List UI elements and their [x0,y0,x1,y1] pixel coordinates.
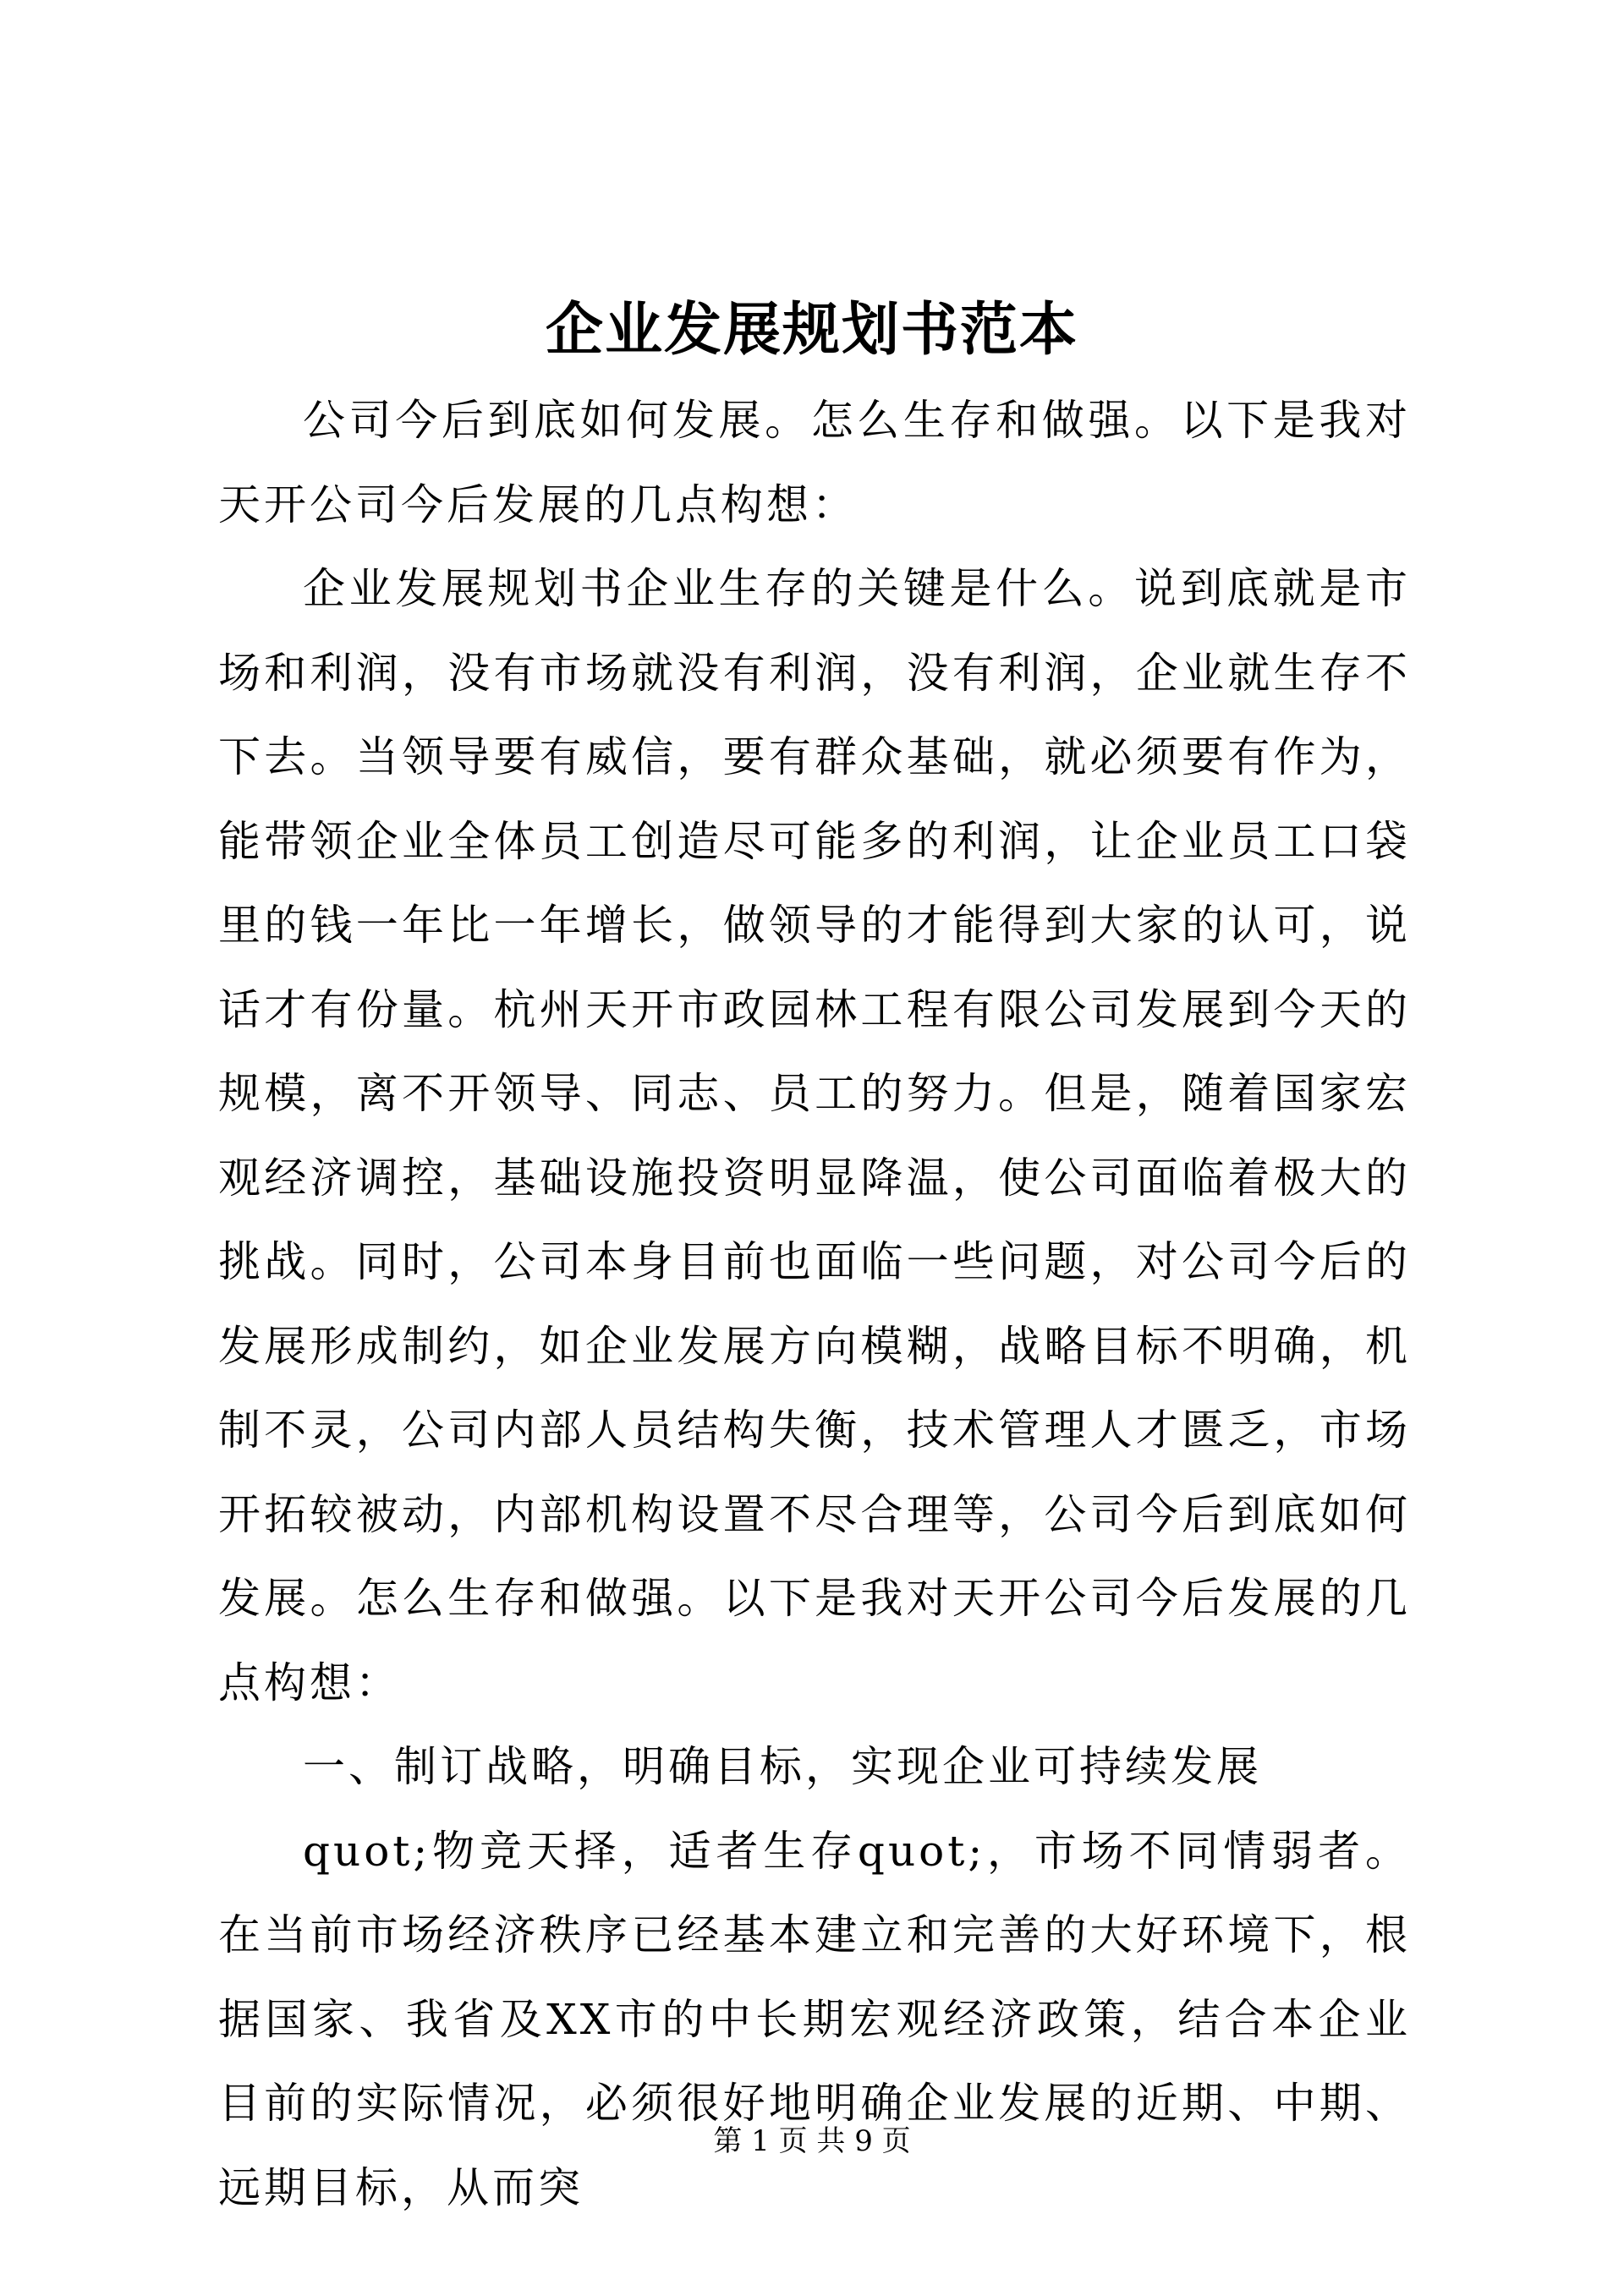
paragraph-intro: 公司今后到底如何发展。怎么生存和做强。以下是我对天开公司今后发展的几点构想： [218,396,1411,529]
document-body [218,379,1411,2230]
paragraph-strategy: quot;物竞天择，适者生存quot;，市场不同情弱者。在当前市场经济秩序已经基本建立和完善的大好环境下，根据国家、我省及XX市的中长期宏观经济政策，结合本企业目前的实际情况，必须很好地明确企业发展的近期、中期、远期目标，从而突 [218,1826,1411,2212]
paragraph-main: 企业发展规划书企业生存的关键是什么。说到底就是市场和利润，没有市场就没有利润，没有利润，企业就生存不下去。当领导要有威信，要有群众基础，就必须要有作为，能带领企业全体员工创造尽可能多的利润，让企业员工口袋里的钱一年比一年增长，做领导的才能得到大家的认可，说话才有份量。杭州天开市政园林工程有限公司发展到今天的规模，离不开领导、同志、员工的努力。但是，随着国家宏观经济调控，基础设施投资明显降温，使公司面临着极大的挑战。同时，公司本身目前也面临一些问题，对公司今后的发展形成制约，如企业发展方向模糊，战略目标不明确，机制不灵，公司内部人员结构失衡，技术管理人才匮乏，市场开拓较被动，内部机构设置不尽合理等，公司今后到底如何发展。怎么生存和做强。以下是我对天开公司今后发展的几点构想： [218,564,1411,1707]
page-title: 企业发展规划书范本 [545,296,1078,364]
section-heading: 一、制订战略，明确目标，实现企业可持续发展 [303,1742,1262,1791]
page-footer: 第 1 页 共 9 页 [713,2124,911,2158]
